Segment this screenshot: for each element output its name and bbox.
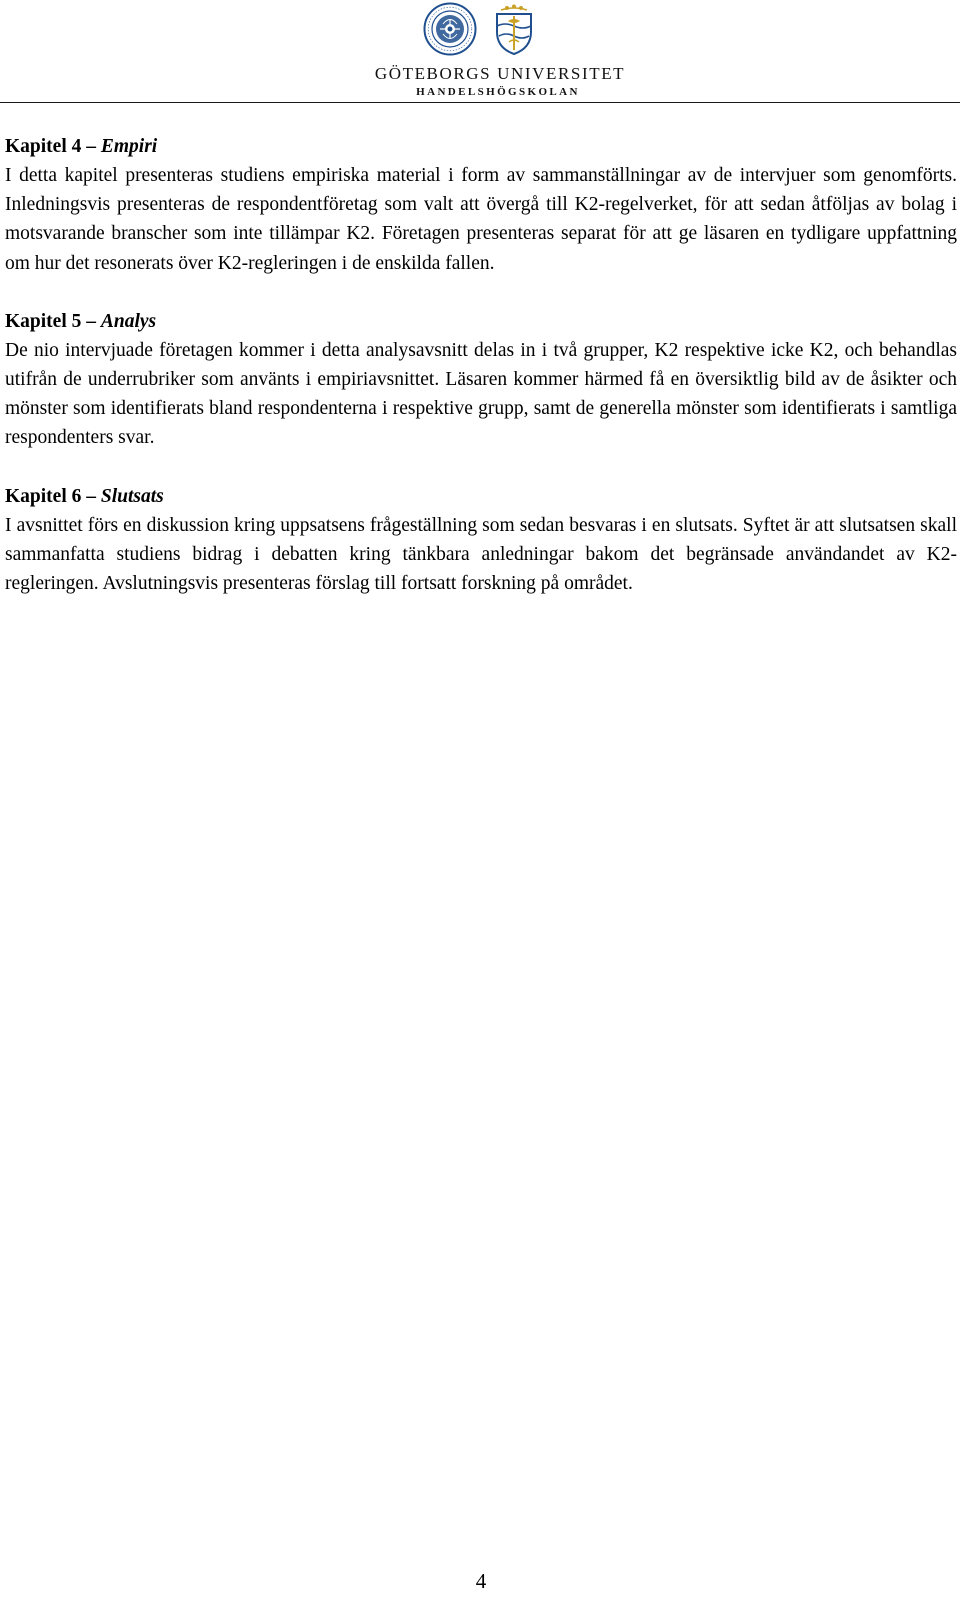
document-body — [5, 132, 957, 627]
chapter-heading — [5, 307, 957, 336]
university-name: GÖTEBORGS UNIVERSITET — [374, 64, 626, 83]
chapter-6-section — [5, 482, 957, 599]
university-seal-icon — [423, 2, 477, 56]
chapter-label: Kapitel 6 — [5, 485, 82, 507]
chapter-label: Kapitel 5 — [5, 310, 82, 332]
chapter-title: Slutsats — [100, 485, 164, 507]
chapter-4-section — [5, 132, 957, 278]
chapter-dash: – — [86, 136, 96, 157]
chapter-description: De nio intervjuade företagen kommer i detta analysavsnitt delas in i två grupper, K2 respektive icke K2, och behandlas utifrån de underrubriker som använts i empiriavsnittet. Läsaren kommer härmed få en översiktlig bild av de åsikter och mönster som identifierats bland respondenterna i respektive grupp, samt de generella mönster som identifierats i samtliga respondenters svar. — [5, 339, 957, 449]
chapter-dash: – — [86, 485, 96, 507]
school-name: HANDELSHÖGSKOLAN — [416, 86, 580, 98]
chapter-label: Kapitel 4 — [5, 136, 82, 157]
chapter-dash: – — [86, 310, 96, 332]
chapter-heading — [5, 482, 957, 511]
chapter-5-section — [5, 307, 957, 453]
school-crest-icon — [487, 2, 541, 56]
chapter-heading — [5, 132, 957, 161]
chapter-title: Analys — [100, 310, 157, 332]
page-header — [0, 0, 960, 103]
chapter-description: I detta kapitel presenteras studiens empiriska material i form av sammanställningar av de intervjuer som genomförts. Inledningsvis presenteras de respondentföretag som valt att övergå till K2-regelverket, för att sedan åtföljas av bolag i motsvarande branscher som inte tillämpar K2. Företagen presenteras separat för att ge läsaren en tydligare uppfattning om hur det resonerats över K2-regleringen i de enskilda fallen. — [5, 165, 957, 274]
page-number: 4 — [475, 1569, 487, 1593]
chapter-description: I avsnittet förs en diskussion kring uppsatsens frågeställning som sedan besvaras i en slutsats. Syftet är att slutsatsen skall sammanfatta studiens bidrag i debatten kring tänkbara anledningar bakom det begränsade användandet av K2-regleringen. Avslutningsvis presenteras förslag till fortsatt forskning på området. — [5, 514, 957, 595]
university-logos — [415, 0, 555, 62]
chapter-title: Empiri — [100, 136, 158, 157]
